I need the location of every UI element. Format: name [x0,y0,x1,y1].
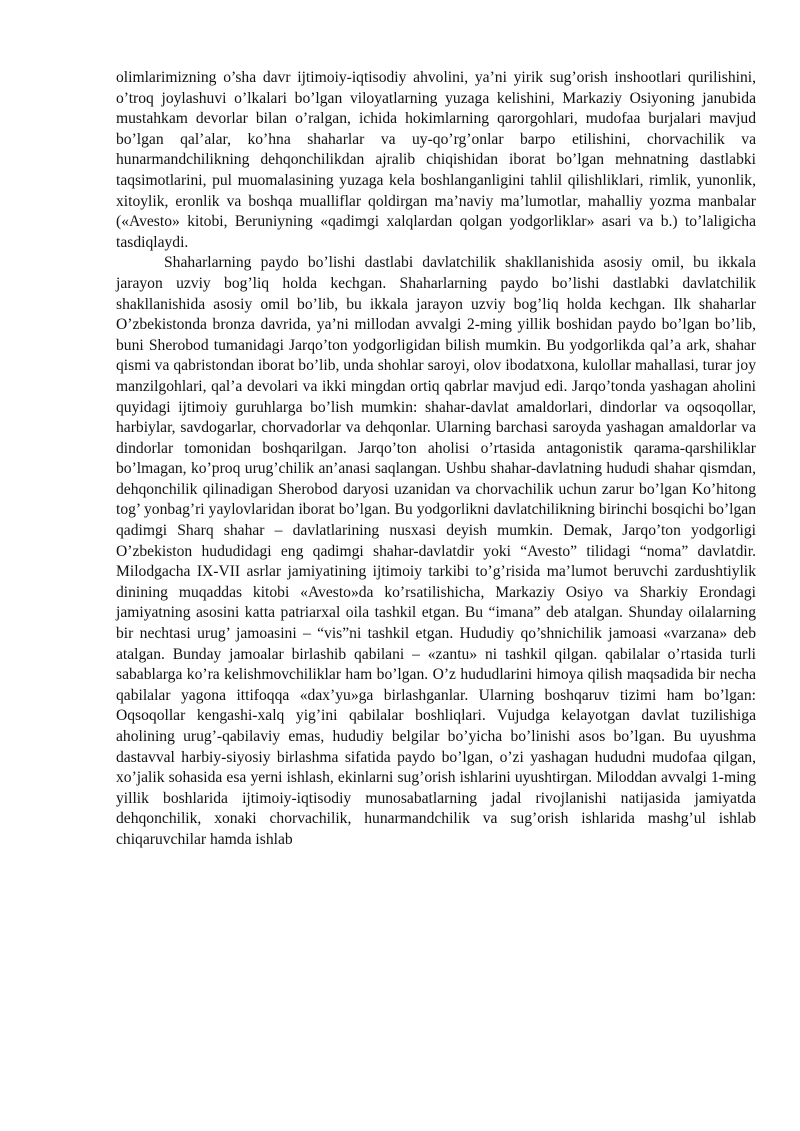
document-page [116,68,756,851]
paragraph-continuation: olimlarimizning o’sha davr ijtimoiy-iqtisodiy ahvolini, ya’ni yirik sug’orish inshootlari qurilishini, o’troq joylashuvi o’lkalari bo’lgan viloyatlarning yuzaga kelishini, Markaziy Osiyoning janubida mustahkam devorlar bilan o’ralgan, ichida hokimlarning qarorgohlari, mudofaa burjalari mavjud bo’lgan qal’alar, ko’hna shaharlar va uy-qo’rg’onlar barpo etilishini, chorvachilik va hunarmandchilikning dehqonchilikdan ajralib chiqishidan iborat bo’lgan mehnatning dastlabki taqsimotlarini, pul muomalasining yuzaga kela boshlanganligini tahlil qilishliklari, rimlik, yunonlik, xitoylik, eronlik va boshqa mualliflar qoldirgan ma’naviy ma’lumotlar, mahalliy yozma manbalar («Avesto» kitobi, Beruniyning «qadimgi xalqlardan qolgan yodgorliklar» asari va b.) to’laligicha tasdiqlaydi. [116,69,756,251]
paragraph-cities-statehood: Shaharlarning paydo bo’lishi dastlabi davlatchilik shakllanishida asosiy omil, bu ikkala jarayon uzviy bog’liq holda kechgan. Shaharlarning paydo bo’lishi dastlabki davlatchilik shakllanishida asosiy omil bo’lib, bu ikkala jarayon uzviy bog’liq holda kechgan. Ilk shaharlar O’zbekistonda bronza davrida, ya’ni millodan avvalgi 2-ming yillik boshidan paydo bo’lgan bo’lib, buni Sherobod tumanidagi Jarqo’ton yodgorligidan bilish mumkin. Bu yodgorlikda qal’a ark, shahar qismi va qabristondan iborat bo’lib, unda shohlar saroyi, olov ibodatxona, kulollar mahallasi, turar joy manzilgohlari, qal’a devolari va ikki mingdan ortiq qabrlar mavjud edi. Jarqo’tonda yashagan aholini quyidagi ijtimoiy guruhlarga bo’lish mumkin: shahar-davlat amaldorlari, dindorlar va oqsoqollar, harbiylar, savdogarlar, chorvadorlar va dehqonlar. Ularning barchasi saroyda yashagan amaldorlar va dindorlar tomonidan boshqarilgan. Jarqo’ton aholisi o’rtasida antagonistik qarama-qarshiliklar bo’lmagan, ko’proq urug’chilik an’anasi saqlangan. Ushbu shahar-davlatning hududi shahar qismdan, dehqonchilik qilinadigan Sherobod daryosi uzanidan va chorvachilik uchun zarur bo’lgan Ko’hitong tog’ yonbag’ri yaylovlaridan iborat bo’lgan. Bu yodgorlikni davlatchilikning birinchi bosqichi bo’lgan qadimgi Sharq shahar – davlatlarining nusxasi deyish mumkin. Demak, Jarqo’ton yodgorligi O’zbekiston hududidagi eng qadimgi shahar-davlatdir yoki “Avesto” tilidagi “noma” davlatdir. Milodgacha IX-VII asrlar jamiyatining ijtimoiy tarkibi to’g’risida ma’lumot beruvchi zardushtiylik dinining muqaddas kitobi «Avesto»da ko’rsatilishicha, Markaziy Osiyo va Sharkiy Erondagi jamiyatning asosini katta patriarxal oila tashkil etgan. Bu “imana” deb atalgan. Shunday oilalarning bir nechtasi urug’ jamoasini – “vis”ni tashkil etgan. Hududiy qo’shnichilik jamoasi «varzana» deb atalgan. Bunday jamoalar birlashib qabilani – «zantu» ni tashkil qilgan. qabilalar o’rtasida turli sabablarga ko’ra kelishmovchiliklar ham bo’lgan. O’z hududlarini himoya qilish maqsadida bir necha qabilalar yagona ittifoqqa «dax’yu»ga birlashganlar. Ularning boshqaruv tizimi ham bo’lgan: Oqsoqollar kengashi-xalq yig’ini qabilalar boshliqlari. Vujudga kelayotgan davlat tuzilishiga aholining urug’-qabilaviy emas, hududiy belgilar bo’yicha bo’linishi asos bo’lgan. Bu uyushma dastavval harbiy-siyosiy birlashma sifatida paydo bo’lgan, o’zi yashagan hududni mudofaa qilgan, xo’jalik sohasida esa yerni ishlash, ekinlarni sug’orish ishlarini uyushtirgan. Miloddan avvalgi 1-ming yillik boshlarida ijtimoiy-iqtisodiy munosabatlarning jadal rivojlanishi natijasida jamiyatda dehqonchilik, xonaki chorvachilik, hunarmandchilik va sug’orish ishlarida mashg’ul ishlab chiqaruvchilar hamda ishlab [116,254,756,848]
